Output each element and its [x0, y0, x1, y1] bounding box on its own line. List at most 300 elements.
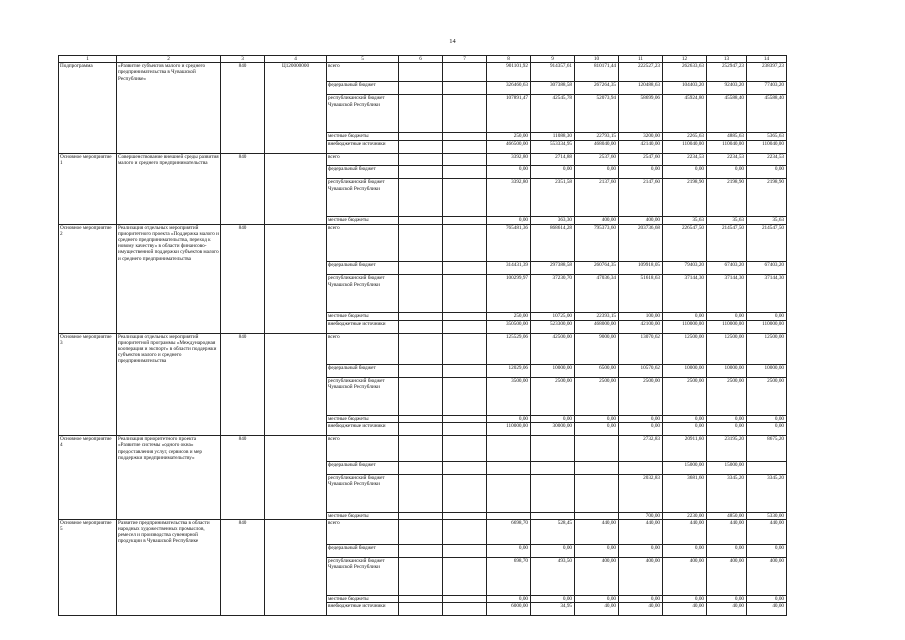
- cell-value: 363,30: [531, 217, 575, 224]
- cell-col1: [59, 217, 117, 224]
- cell-funding-source: всего: [327, 63, 399, 82]
- cell-col2: Развитие предпринимательства в области народных художественных промыслов, ремесел и производства сувенирной продукции в Чувашской Республике: [117, 519, 221, 544]
- cell-empty: [443, 140, 487, 153]
- cell-value: 42100,00: [619, 320, 663, 333]
- cell-value: 0,00: [575, 545, 619, 558]
- header-cell: 5: [327, 56, 399, 63]
- cell-empty: [443, 474, 487, 512]
- cell-value: 314431,39: [487, 262, 531, 275]
- cell-value: 110040,00: [747, 140, 787, 153]
- cell-value: 307388,58: [531, 82, 575, 95]
- cell-col4: [265, 224, 327, 262]
- cell-funding-source: федеральный бюджет: [327, 461, 399, 474]
- cell-value: 440,00: [707, 519, 747, 544]
- cell-col4: [265, 365, 327, 378]
- cell-value: 5365,63: [747, 133, 787, 140]
- cell-value: 37230,70: [531, 275, 575, 313]
- cell-value: 3345,20: [707, 474, 747, 512]
- cell-value: 0,00: [487, 596, 531, 603]
- cell-value: 765481,36: [487, 224, 531, 262]
- cell-col4: [265, 519, 327, 544]
- cell-funding-source: республиканский бюджет Чувашской Республики: [327, 378, 399, 416]
- table-row: [59, 275, 787, 313]
- cell-funding-source: всего: [327, 224, 399, 262]
- cell-col3: [221, 320, 265, 333]
- cell-value: 2198,90: [663, 179, 707, 217]
- cell-value: 400,00: [747, 558, 787, 596]
- cell-col1: [59, 140, 117, 153]
- cell-value: 0,00: [487, 166, 531, 179]
- table-row: [59, 313, 787, 320]
- table-row: [59, 519, 787, 544]
- header-cell: 11: [619, 56, 663, 63]
- cell-value: 914357,61: [531, 63, 575, 82]
- cell-col2: [117, 179, 221, 217]
- cell-funding-source: республиканский бюджет Чувашской Республики: [327, 558, 399, 596]
- header-row: [59, 56, 787, 63]
- cell-empty: [399, 179, 443, 217]
- cell-col1: [59, 596, 117, 603]
- cell-value: 260764,35: [575, 262, 619, 275]
- cell-col1: Основное мероприятие 3: [59, 333, 117, 365]
- cell-col2: [117, 365, 221, 378]
- header-cell: 9: [531, 56, 575, 63]
- cell-col1: [59, 545, 117, 558]
- cell-empty: [399, 63, 443, 82]
- cell-col1: [59, 461, 117, 474]
- cell-empty: [443, 461, 487, 474]
- cell-value: 34,95: [531, 603, 575, 616]
- cell-value: 35,63: [663, 217, 707, 224]
- cell-empty: [443, 436, 487, 461]
- header-cell: 1: [59, 56, 117, 63]
- cell-empty: [399, 596, 443, 603]
- cell-col3: [221, 133, 265, 140]
- cell-value: 11088,30: [531, 133, 575, 140]
- cell-funding-source: федеральный бюджет: [327, 262, 399, 275]
- cell-value: 238397,23: [747, 63, 787, 82]
- cell-col3: [221, 365, 265, 378]
- cell-value: 0,00: [487, 545, 531, 558]
- cell-col4: [265, 378, 327, 416]
- cell-value: 6698,70: [487, 519, 531, 544]
- cell-value: 20911,60: [663, 436, 707, 461]
- cell-empty: [399, 262, 443, 275]
- cell-empty: [399, 313, 443, 320]
- table-row: [59, 423, 787, 436]
- table-row: [59, 224, 787, 262]
- cell-col1: [59, 133, 117, 140]
- page-number: 14: [449, 38, 456, 45]
- cell-value: 0,00: [619, 596, 663, 603]
- cell-empty: [399, 217, 443, 224]
- cell-col1: [59, 474, 117, 512]
- cell-value: 2500,00: [619, 378, 663, 416]
- cell-value: 10000,00: [747, 365, 787, 378]
- cell-value: 0,00: [619, 545, 663, 558]
- cell-col4: [265, 140, 327, 153]
- table-row: [59, 140, 787, 153]
- cell-value: 700,00: [619, 512, 663, 519]
- cell-funding-source: всего: [327, 333, 399, 365]
- cell-value: 110040,00: [707, 140, 747, 153]
- cell-col2: [117, 558, 221, 596]
- cell-empty: [443, 313, 487, 320]
- cell-value: 2714,88: [531, 153, 575, 166]
- cell-empty: [443, 378, 487, 416]
- cell-col4: [265, 95, 327, 133]
- table-row: [59, 333, 787, 365]
- cell-value: 0,00: [663, 596, 707, 603]
- cell-value: [747, 461, 787, 474]
- budget-table: [58, 55, 787, 616]
- cell-value: 2500,00: [747, 378, 787, 416]
- cell-funding-source: республиканский бюджет Чувашской Республики: [327, 275, 399, 313]
- header-cell: 12: [663, 56, 707, 63]
- table-row: [59, 512, 787, 519]
- cell-empty: [399, 224, 443, 262]
- cell-funding-source: местные бюджеты: [327, 217, 399, 224]
- cell-funding-source: местные бюджеты: [327, 512, 399, 519]
- cell-col1: [59, 313, 117, 320]
- cell-funding-source: всего: [327, 436, 399, 461]
- cell-value: 2351,58: [531, 179, 575, 217]
- cell-value: 252947,23: [707, 63, 747, 82]
- cell-value: 3345,20: [747, 474, 787, 512]
- cell-empty: [443, 133, 487, 140]
- cell-empty: [399, 95, 443, 133]
- table-row: [59, 179, 787, 217]
- cell-value: 110000,00: [663, 320, 707, 333]
- cell-value: 0,00: [531, 545, 575, 558]
- cell-col2: [117, 474, 221, 512]
- cell-col2: [117, 512, 221, 519]
- cell-empty: [443, 275, 487, 313]
- cell-value: 40,00: [575, 603, 619, 616]
- cell-col2: [117, 82, 221, 95]
- cell-value: 40,00: [663, 603, 707, 616]
- cell-value: 226547,50: [663, 224, 707, 262]
- cell-funding-source: местные бюджеты: [327, 596, 399, 603]
- cell-funding-source: местные бюджеты: [327, 133, 399, 140]
- cell-value: 250,00: [487, 313, 531, 320]
- cell-value: 67403,20: [707, 262, 747, 275]
- cell-col4: [265, 333, 327, 365]
- cell-funding-source: внебюджетные источники: [327, 140, 399, 153]
- cell-col3: [221, 596, 265, 603]
- cell-empty: [443, 423, 487, 436]
- cell-col1: [59, 166, 117, 179]
- cell-col3: [221, 461, 265, 474]
- cell-value: 440,00: [575, 519, 619, 544]
- cell-value: 6000,00: [487, 603, 531, 616]
- cell-value: 523300,00: [531, 320, 575, 333]
- cell-funding-source: республиканский бюджет Чувашской Республики: [327, 179, 399, 217]
- cell-empty: [443, 545, 487, 558]
- cell-value: 110040,00: [663, 140, 707, 153]
- cell-value: 0,00: [747, 416, 787, 423]
- cell-col1: [59, 179, 117, 217]
- cell-funding-source: федеральный бюджет: [327, 82, 399, 95]
- cell-empty: [399, 140, 443, 153]
- cell-value: 51618,63: [619, 275, 663, 313]
- cell-funding-source: местные бюджеты: [327, 416, 399, 423]
- cell-value: 110000,00: [747, 320, 787, 333]
- cell-col4: [265, 416, 327, 423]
- cell-col3: 840: [221, 63, 265, 82]
- cell-value: 400,00: [619, 558, 663, 596]
- cell-value: 12500,00: [663, 333, 707, 365]
- cell-empty: [399, 133, 443, 140]
- cell-col2: [117, 423, 221, 436]
- cell-col1: [59, 378, 117, 416]
- header-cell: 13: [707, 56, 747, 63]
- cell-empty: [443, 262, 487, 275]
- cell-col2: [117, 603, 221, 616]
- cell-value: 9000,00: [575, 333, 619, 365]
- header-cell: 8: [487, 56, 531, 63]
- cell-empty: [443, 63, 487, 82]
- cell-col4: [265, 603, 327, 616]
- cell-col1: Подпрограмма: [59, 63, 117, 82]
- cell-value: 0,00: [487, 217, 531, 224]
- cell-col4: [265, 596, 327, 603]
- cell-value: 0,00: [575, 423, 619, 436]
- cell-col4: [265, 461, 327, 474]
- cell-value: [619, 461, 663, 474]
- cell-funding-source: внебюджетные источники: [327, 603, 399, 616]
- cell-value: 400,00: [619, 217, 663, 224]
- cell-value: 40,00: [707, 603, 747, 616]
- cell-value: 0,00: [619, 423, 663, 436]
- cell-col4: [265, 275, 327, 313]
- cell-value: 110000,00: [707, 320, 747, 333]
- cell-col3: [221, 166, 265, 179]
- cell-value: 0,00: [663, 545, 707, 558]
- cell-value: 0,00: [707, 423, 747, 436]
- cell-value: 2198,90: [747, 179, 787, 217]
- cell-value: 440,00: [619, 519, 663, 544]
- cell-empty: [399, 378, 443, 416]
- cell-empty: [399, 153, 443, 166]
- cell-empty: [443, 512, 487, 519]
- cell-value: 3392,80: [487, 153, 531, 166]
- cell-value: 400,00: [663, 558, 707, 596]
- table-row: [59, 153, 787, 166]
- cell-value: 12500,00: [747, 333, 787, 365]
- cell-col4: Ц120000000: [265, 63, 327, 82]
- cell-value: 2234,53: [663, 153, 707, 166]
- cell-value: 0,00: [663, 416, 707, 423]
- cell-value: 262633,63: [663, 63, 707, 82]
- cell-value: 5330,00: [747, 512, 787, 519]
- cell-col2: [117, 461, 221, 474]
- cell-col2: [117, 545, 221, 558]
- cell-value: 2265,63: [663, 133, 707, 140]
- cell-value: 0,00: [575, 596, 619, 603]
- cell-col2: Реализация отдельных мероприятий приоритетного проекта «Поддержка малого и среднего предпринимательства, переход к новому качеству» в области финансово-имущественной поддержки субъектов малого и среднего предпринимательства: [118, 224, 219, 262]
- header-cell: 10: [575, 56, 619, 63]
- table-row: [59, 596, 787, 603]
- cell-value: 109918,05: [619, 262, 663, 275]
- cell-value: 35,63: [707, 217, 747, 224]
- cell-value: 42500,00: [531, 333, 575, 365]
- cell-col3: [221, 378, 265, 416]
- cell-funding-source: республиканский бюджет Чувашской Республики: [327, 474, 399, 512]
- header-cell: 4: [265, 56, 327, 63]
- cell-value: 4850,00: [707, 512, 747, 519]
- cell-col3: 840: [221, 519, 265, 544]
- cell-empty: [443, 558, 487, 596]
- cell-value: 0,00: [747, 166, 787, 179]
- cell-value: 47036,34: [575, 275, 619, 313]
- cell-value: 0,00: [663, 166, 707, 179]
- cell-value: 3681,60: [663, 474, 707, 512]
- cell-value: 2500,00: [663, 378, 707, 416]
- cell-value: 8675,20: [747, 436, 787, 461]
- cell-value: 0,00: [747, 423, 787, 436]
- cell-value: 440,00: [663, 519, 707, 544]
- cell-value: 40,00: [619, 603, 663, 616]
- cell-col3: [221, 179, 265, 217]
- cell-empty: [443, 320, 487, 333]
- cell-funding-source: внебюджетные источники: [327, 320, 399, 333]
- cell-empty: [399, 423, 443, 436]
- cell-value: 3392,80: [487, 179, 531, 217]
- cell-col3: [221, 95, 265, 133]
- cell-col4: [265, 436, 327, 461]
- cell-col4: [265, 82, 327, 95]
- cell-value: 214547,50: [707, 224, 747, 262]
- cell-empty: [399, 558, 443, 596]
- cell-value: 2500,00: [707, 378, 747, 416]
- cell-empty: [443, 416, 487, 423]
- table-row: [59, 603, 787, 616]
- cell-col3: [221, 313, 265, 320]
- table-row: [59, 133, 787, 140]
- cell-value: 100299,97: [487, 275, 531, 313]
- cell-col2: [117, 275, 221, 313]
- cell-value: 528,45: [531, 519, 575, 544]
- cell-value: 3200,00: [619, 133, 663, 140]
- cell-value: 45588,40: [707, 95, 747, 133]
- cell-funding-source: федеральный бюджет: [327, 166, 399, 179]
- cell-value: 10000,00: [707, 365, 747, 378]
- cell-col4: [265, 166, 327, 179]
- cell-value: 868614,28: [531, 224, 575, 262]
- cell-col1: [59, 82, 117, 95]
- cell-col3: [221, 423, 265, 436]
- cell-col4: [265, 320, 327, 333]
- cell-col1: [59, 558, 117, 596]
- cell-col4: [265, 262, 327, 275]
- cell-value: 104403,20: [663, 82, 707, 95]
- cell-col3: [221, 512, 265, 519]
- cell-value: [487, 461, 531, 474]
- header-cell: 14: [747, 56, 787, 63]
- cell-empty: [443, 603, 487, 616]
- cell-funding-source: внебюджетные источники: [327, 423, 399, 436]
- cell-value: [487, 436, 531, 461]
- cell-col1: Основное мероприятие 4: [59, 436, 117, 461]
- cell-col4: [265, 545, 327, 558]
- cell-col1: [59, 416, 117, 423]
- table-row: [59, 262, 787, 275]
- cell-empty: [399, 416, 443, 423]
- cell-value: 125529,06: [487, 333, 531, 365]
- cell-empty: [399, 82, 443, 95]
- cell-value: 79403,20: [663, 262, 707, 275]
- cell-col3: [221, 82, 265, 95]
- cell-value: 698,70: [487, 558, 531, 596]
- table-row: [59, 558, 787, 596]
- cell-col2: [117, 217, 221, 224]
- cell-value: 0,00: [663, 423, 707, 436]
- cell-value: 15000,00: [663, 461, 707, 474]
- cell-funding-source: всего: [327, 153, 399, 166]
- cell-value: 67403,20: [747, 262, 787, 275]
- cell-value: 0,00: [531, 596, 575, 603]
- cell-col1: [59, 320, 117, 333]
- cell-col2: [117, 320, 221, 333]
- cell-col2: [117, 596, 221, 603]
- cell-value: 10570,62: [619, 365, 663, 378]
- cell-value: 35,63: [747, 217, 787, 224]
- cell-empty: [399, 545, 443, 558]
- cell-col1: [59, 603, 117, 616]
- cell-col1: [59, 275, 117, 313]
- cell-value: 2234,53: [707, 153, 747, 166]
- cell-col4: [265, 558, 327, 596]
- cell-value: 203736,68: [619, 224, 663, 262]
- cell-value: 2547,60: [619, 153, 663, 166]
- cell-value: 2732,83: [619, 436, 663, 461]
- cell-col3: [221, 217, 265, 224]
- cell-col2: [117, 416, 221, 423]
- cell-value: 15000,00: [707, 461, 747, 474]
- cell-value: 42140,00: [619, 140, 663, 153]
- cell-funding-source: федеральный бюджет: [327, 545, 399, 558]
- cell-value: 350500,00: [487, 320, 531, 333]
- cell-value: 553334,95: [531, 140, 575, 153]
- cell-col1: [59, 262, 117, 275]
- cell-col2: [117, 140, 221, 153]
- cell-col3: [221, 545, 265, 558]
- header-cell: 2: [117, 56, 221, 63]
- cell-value: 0,00: [531, 416, 575, 423]
- cell-col4: [265, 217, 327, 224]
- cell-value: 440,00: [747, 519, 787, 544]
- cell-value: 58699,06: [619, 95, 663, 133]
- cell-col3: [221, 558, 265, 596]
- table-row: [59, 416, 787, 423]
- cell-value: 0,00: [663, 313, 707, 320]
- cell-value: 12029,06: [487, 365, 531, 378]
- cell-value: 10000,00: [531, 365, 575, 378]
- cell-empty: [399, 512, 443, 519]
- table-row: [59, 436, 787, 461]
- cell-value: 0,00: [707, 596, 747, 603]
- table-row: [59, 320, 787, 333]
- cell-col3: [221, 140, 265, 153]
- cell-value: 42545,78: [531, 95, 575, 133]
- cell-col3: [221, 603, 265, 616]
- cell-empty: [443, 365, 487, 378]
- cell-empty: [399, 603, 443, 616]
- table-row: [59, 545, 787, 558]
- cell-value: 468000,00: [575, 320, 619, 333]
- cell-value: 40,00: [747, 603, 787, 616]
